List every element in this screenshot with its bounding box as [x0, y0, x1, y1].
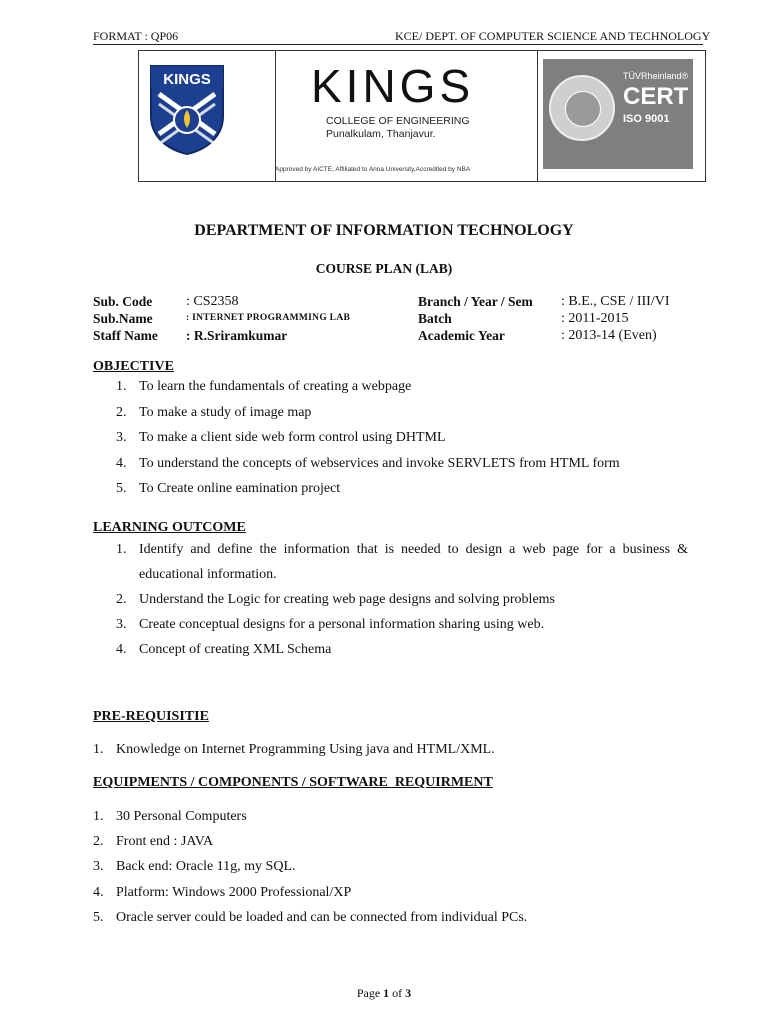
equipment-item: Oracle server could be loaded and can be connected from individual PCs.	[116, 910, 528, 925]
academic-year-value: : 2013-14 (Even)	[561, 328, 657, 343]
prerequisite-heading: PRE-REQUISITIE	[93, 709, 209, 724]
sub-name-label: Sub.Name	[93, 311, 153, 326]
staff-name-label: Staff Name	[93, 328, 158, 343]
page-current: 1	[383, 986, 390, 1000]
list-number: 3.	[116, 430, 127, 445]
list-number: 4.	[93, 885, 104, 900]
college-location: Punalkulam, Thanjavur.	[326, 128, 436, 140]
page-total: 3	[405, 986, 412, 1000]
iso-cert-badge	[543, 59, 693, 169]
prerequisite-item: Knowledge on Internet Programming Using java and HTML/XML.	[116, 742, 495, 757]
page-subtitle: COURSE PLAN (LAB)	[315, 261, 453, 276]
cert-word: CERT	[623, 83, 689, 110]
list-number: 1.	[93, 809, 104, 824]
equipment-item: Front end : JAVA	[116, 834, 214, 849]
objective-item: To learn the fundamentals of creating a webpage	[139, 379, 412, 394]
branch-value: : B.E., CSE / III/VI	[561, 294, 670, 309]
list-number: 1.	[116, 542, 127, 557]
outcome-item: Concept of creating XML Schema	[139, 642, 332, 657]
college-banner	[138, 50, 706, 182]
cert-iso: ISO 9001	[623, 113, 670, 125]
list-number: 4.	[116, 456, 127, 471]
outcome-item-continued: educational information.	[139, 567, 277, 582]
equipment-item: 30 Personal Computers	[116, 809, 247, 824]
cert-brand: TÜVRheinland®	[623, 71, 689, 81]
list-number: 3.	[116, 617, 127, 632]
list-number: 5.	[116, 481, 127, 496]
list-number: 3.	[93, 859, 104, 874]
college-name-line1: COLLEGE OF ENGINEERING	[326, 115, 470, 127]
academic-year-label: Academic Year	[418, 328, 505, 343]
college-crest-logo	[149, 64, 225, 156]
staff-name-value: : R.Sriramkumar	[186, 328, 288, 343]
banner-divider	[275, 51, 276, 181]
equipment-item: Platform: Windows 2000 Professional/XP	[116, 885, 352, 900]
outcome-item: Identify and define the information that is needed to design a web page for a business &	[139, 542, 688, 557]
page-word: Page	[356, 986, 381, 1000]
objective-item: To make a study of image map	[139, 405, 312, 420]
objective-item: To make a client side web form control using DHTML	[139, 430, 446, 445]
sub-code-value: : CS2358	[186, 294, 239, 309]
header-rule	[93, 44, 703, 45]
batch-value: : 2011-2015	[561, 311, 629, 326]
outcome-item: Understand the Logic for creating web page designs and solving problems	[139, 592, 556, 607]
outcome-item: Create conceptual designs for a personal information sharing using web.	[139, 617, 545, 632]
header-format-code: FORMAT : QP06	[93, 29, 179, 43]
list-number: 2.	[93, 834, 104, 849]
learning-outcome-heading: LEARNING OUTCOME	[93, 520, 246, 535]
sub-name-value: : INTERNET PROGRAMMING LAB	[186, 313, 351, 323]
objective-heading: OBJECTIVE	[93, 359, 174, 374]
list-number: 2.	[116, 405, 127, 420]
list-number: 1.	[93, 742, 104, 757]
equipment-heading: EQUIPMENTS / COMPONENTS / SOFTWARE REQUIRMENT	[93, 775, 493, 790]
list-number: 2.	[116, 592, 127, 607]
college-wordmark: KINGS	[311, 60, 475, 112]
accreditation-note: Approved by AICTE, Affiliated to Anna University,Accredited by NBA	[275, 166, 471, 173]
batch-label: Batch	[418, 311, 452, 326]
objective-item: To Create online eamination project	[139, 481, 341, 496]
page-footer	[0, 986, 768, 1001]
svg-text:KINGS: KINGS	[163, 71, 211, 88]
equipment-item: Back end: Oracle 11g, my SQL.	[116, 859, 296, 874]
college-name	[326, 115, 470, 141]
objective-item: To understand the concepts of webservices and invoke SERVLETS from HTML form	[139, 456, 620, 471]
branch-label: Branch / Year / Sem	[418, 294, 533, 309]
banner-divider	[537, 51, 538, 181]
list-number: 5.	[93, 910, 104, 925]
tuv-seal-icon	[549, 75, 615, 141]
list-number: 4.	[116, 642, 127, 657]
header-department: KCE/ DEPT. OF COMPUTER SCIENCE AND TECHNOLOGY	[395, 29, 711, 43]
sub-code-label: Sub. Code	[93, 294, 153, 309]
page-title: DEPARTMENT OF INFORMATION TECHNOLOGY	[194, 222, 574, 239]
page-of: of	[392, 986, 403, 1000]
list-number: 1.	[116, 379, 127, 394]
